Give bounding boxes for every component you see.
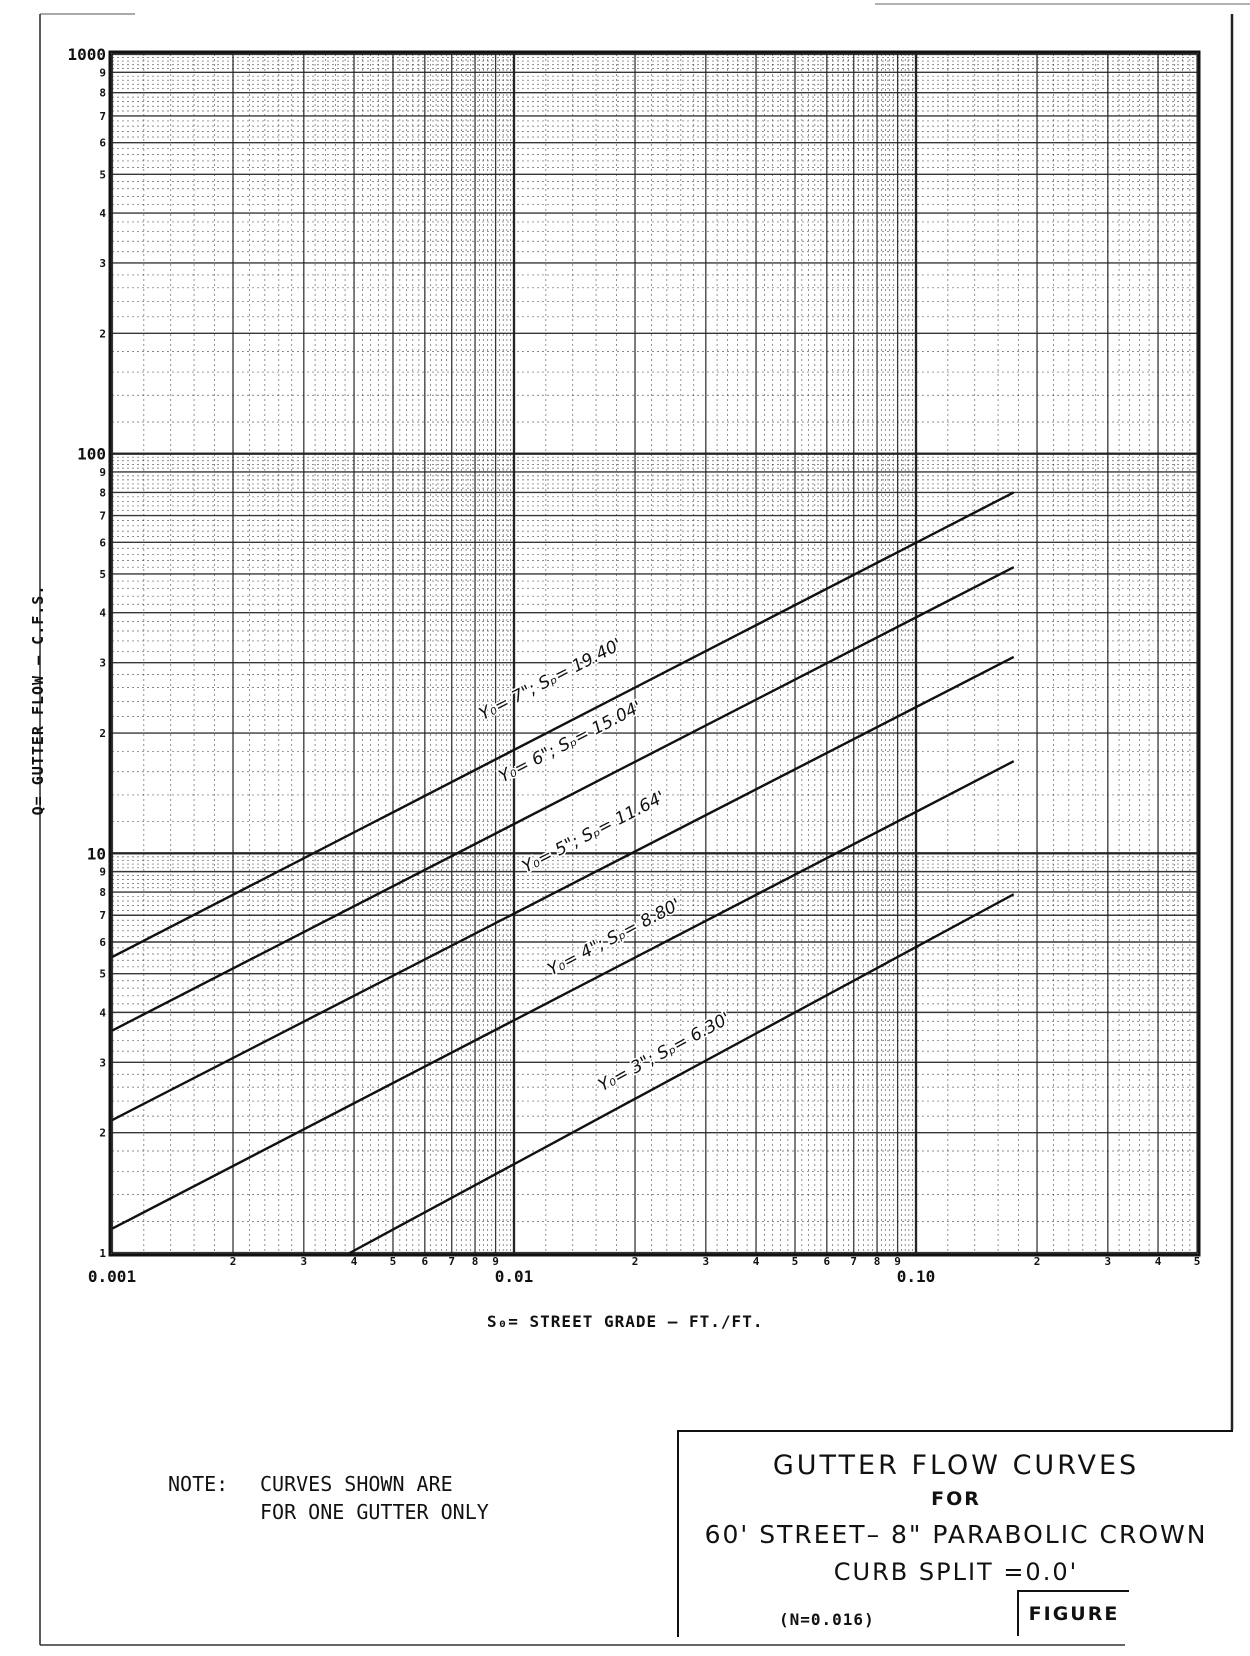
note-line-2: FOR ONE GUTTER ONLY bbox=[260, 1500, 489, 1524]
x-tick-label: 4 bbox=[752, 1255, 760, 1268]
y-tick-label: 6 bbox=[99, 935, 106, 949]
x-tick-label: 7 bbox=[850, 1255, 858, 1268]
x-tick-label: 0.10 bbox=[896, 1267, 936, 1286]
x-tick-label: 5 bbox=[1193, 1255, 1201, 1268]
x-axis-label: S₀= STREET GRADE – FT./FT. bbox=[487, 1312, 764, 1331]
x-tick-label: 2 bbox=[631, 1255, 639, 1268]
x-tick-label: 6 bbox=[823, 1255, 831, 1268]
x-tick-label: 6 bbox=[421, 1255, 429, 1268]
y-tick-label: 5 bbox=[99, 967, 106, 981]
title-block-title: GUTTER FLOW CURVES bbox=[772, 1450, 1140, 1481]
y-tick-label: 1000 bbox=[67, 45, 106, 64]
y-tick-label: 8 bbox=[99, 486, 106, 500]
title-block-curb-split: CURB SPLIT =0.0' bbox=[833, 1558, 1079, 1586]
y-tick-label: 8 bbox=[99, 886, 106, 900]
title-block-for: FOR bbox=[931, 1488, 981, 1510]
note-label: NOTE: bbox=[168, 1472, 229, 1496]
x-tick-label: 0.01 bbox=[494, 1267, 534, 1286]
y-tick-label: 2 bbox=[99, 727, 106, 741]
x-tick-label: 9 bbox=[492, 1255, 499, 1268]
x-tick-label: 4 bbox=[350, 1255, 358, 1268]
title-block-subtitle: 60' STREET– 8" PARABOLIC CROWN bbox=[704, 1520, 1208, 1549]
x-tick-label: 2 bbox=[229, 1255, 237, 1268]
x-tick-label: 3 bbox=[1104, 1255, 1112, 1268]
y-tick-label: 7 bbox=[99, 909, 106, 923]
y-tick-label: 5 bbox=[99, 567, 106, 581]
y-tick-label: 6 bbox=[99, 536, 106, 550]
y-tick-label: 6 bbox=[99, 136, 106, 150]
y-tick-label: 3 bbox=[99, 656, 106, 670]
y-tick-label: 4 bbox=[99, 606, 106, 620]
y-tick-label: 1 bbox=[99, 1247, 106, 1260]
x-tick-label: 9 bbox=[894, 1255, 901, 1268]
manning-n-value: (N=0.016) bbox=[779, 1610, 875, 1629]
y-tick-label: 100 bbox=[77, 444, 106, 464]
y-tick-label: 3 bbox=[99, 256, 106, 270]
x-tick-label: 2 bbox=[1033, 1255, 1041, 1268]
y-tick-label: 7 bbox=[99, 509, 106, 523]
x-tick-label: 4 bbox=[1154, 1255, 1162, 1268]
series-label: Y₀= 5"; Sₚ= 11.64' bbox=[519, 787, 669, 878]
note-line-1: CURVES SHOWN ARE bbox=[260, 1472, 453, 1496]
y-tick-label: 9 bbox=[99, 865, 106, 879]
y-tick-label: 9 bbox=[99, 465, 106, 479]
y-tick-label: 8 bbox=[99, 86, 106, 100]
series-label: Y₀= 6"; Sₚ= 15.04' bbox=[495, 697, 646, 788]
series-line bbox=[112, 761, 1014, 1229]
y-tick-label: 5 bbox=[99, 168, 106, 182]
x-tick-label: 3 bbox=[300, 1255, 308, 1268]
x-tick-label: 8 bbox=[873, 1255, 881, 1268]
series-label: Y₀= 3"; Sₚ= 6.30' bbox=[595, 1008, 734, 1096]
y-tick-label: 2 bbox=[99, 1126, 106, 1140]
x-tick-label: 0.001 bbox=[87, 1267, 137, 1286]
x-tick-label: 5 bbox=[389, 1255, 397, 1268]
series-label: Y₀= 7"; Sₚ= 19.40' bbox=[475, 634, 626, 725]
x-tick-label: 8 bbox=[471, 1255, 479, 1268]
x-tick-label: 5 bbox=[791, 1255, 799, 1268]
y-tick-label: 4 bbox=[99, 1006, 106, 1020]
y-tick-label: 3 bbox=[99, 1056, 106, 1070]
figure-label: FIGURE bbox=[1017, 1590, 1129, 1636]
series-label: Y₀= 4"; Sₚ= 8.80' bbox=[544, 894, 685, 981]
y-tick-label: 10 bbox=[86, 844, 106, 864]
series-layer bbox=[112, 492, 1014, 1253]
y-tick-label: 4 bbox=[99, 207, 106, 221]
y-tick-label: 9 bbox=[99, 66, 106, 80]
x-tick-label: 3 bbox=[702, 1255, 710, 1268]
y-tick-label: 2 bbox=[99, 327, 106, 341]
title-block bbox=[677, 1430, 1233, 1637]
x-tick-label: 7 bbox=[448, 1255, 456, 1268]
y-tick-label: 7 bbox=[99, 109, 106, 123]
chart-grid bbox=[112, 54, 1197, 1253]
